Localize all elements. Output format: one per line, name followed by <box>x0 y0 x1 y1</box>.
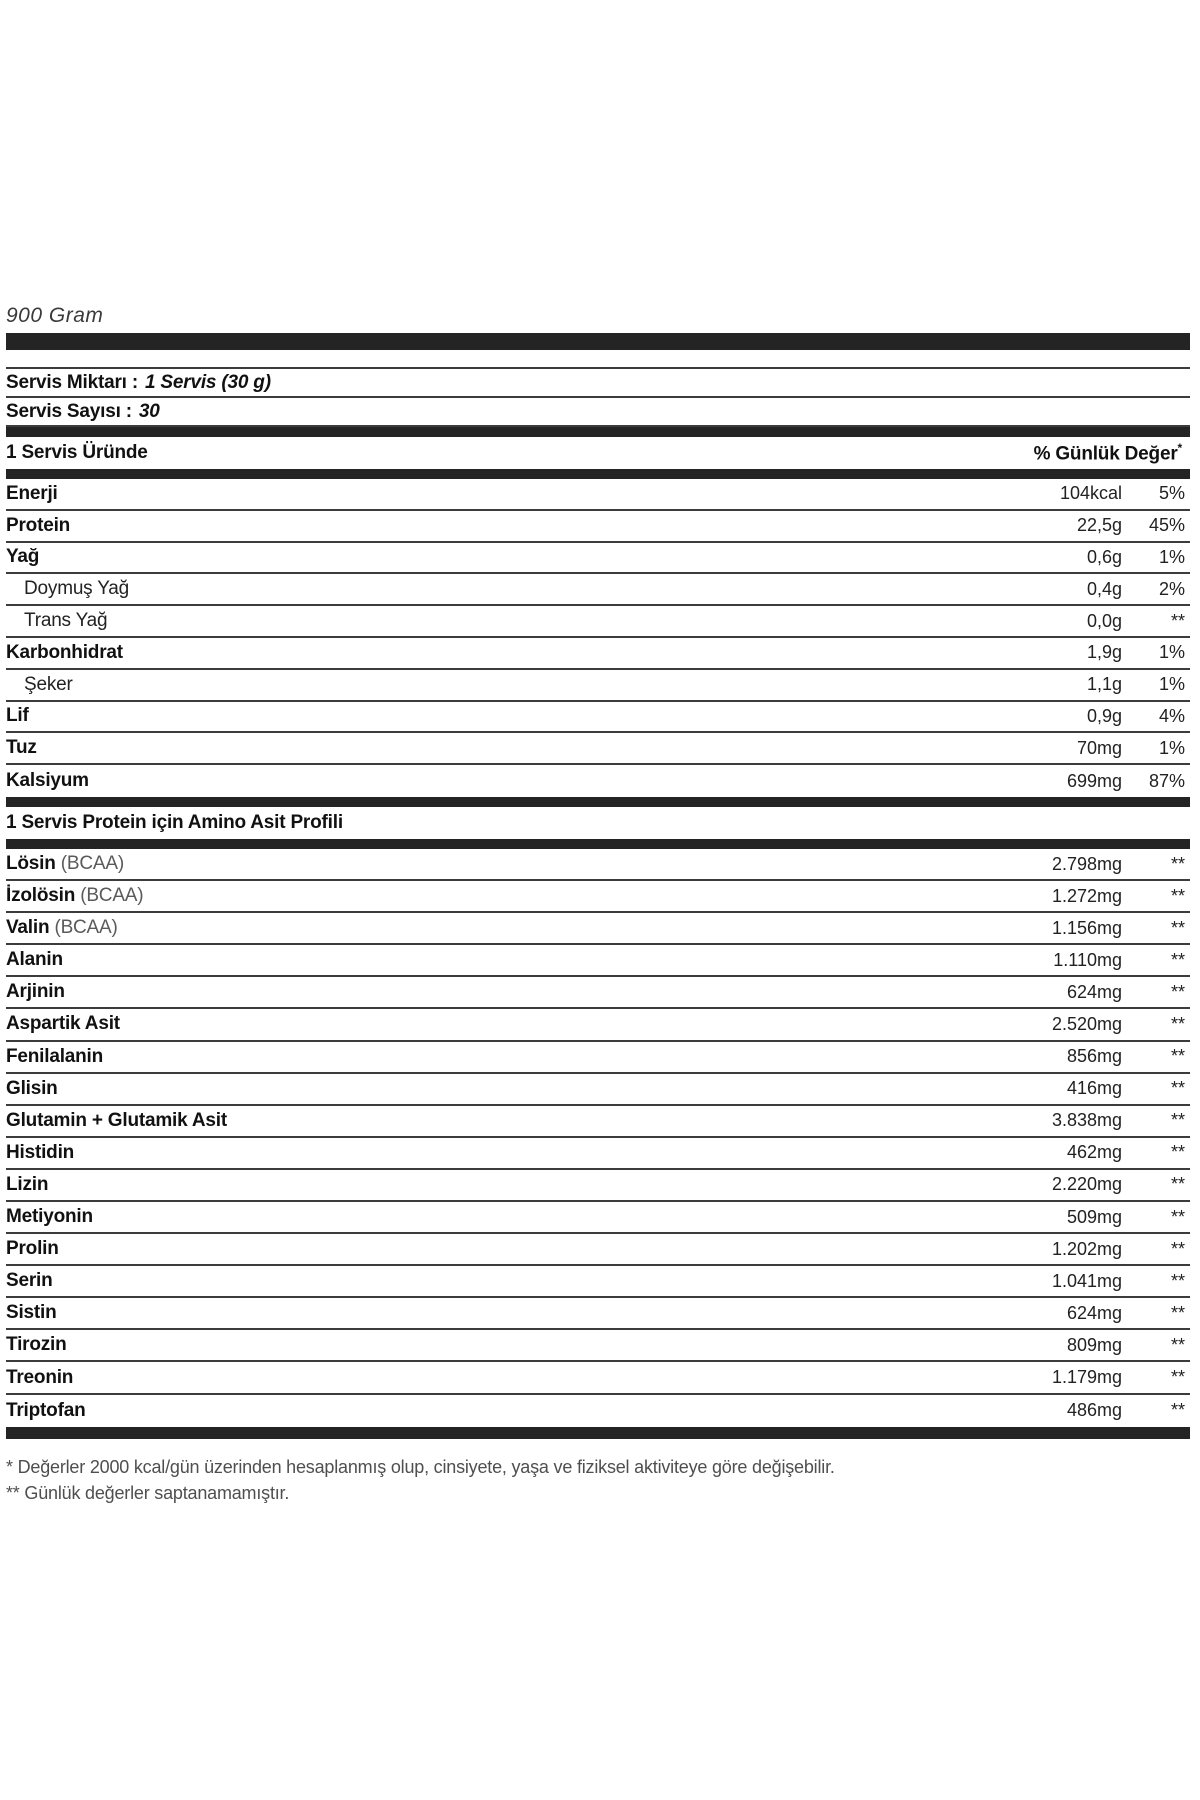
nutrient-daily-value: 87% <box>1148 770 1185 791</box>
nutrition-label <box>6 305 1190 1506</box>
nutrient-row <box>6 479 1190 511</box>
amino-daily-value: ** <box>1170 949 1185 970</box>
amino-row <box>6 1106 1190 1138</box>
amino-label: Tirozin <box>6 1334 67 1356</box>
amino-row <box>6 1395 1190 1427</box>
amino-row <box>6 1298 1190 1330</box>
amino-label: Prolin <box>6 1238 59 1260</box>
amino-label: Lösin (BCAA) <box>6 853 124 875</box>
table-header-row <box>6 437 1190 469</box>
nutrient-amount: 1,9g <box>1086 642 1122 663</box>
nutrient-label: Karbonhidrat <box>6 641 123 663</box>
nutrient-amount: 0,9g <box>1086 705 1122 726</box>
daily-value-footnote-mark: * <box>1177 440 1182 455</box>
amino-row <box>6 1362 1190 1394</box>
amino-daily-value: ** <box>1170 981 1185 1002</box>
amino-amount: 1.272mg <box>1051 885 1122 906</box>
nutrient-label: Tuz <box>6 737 37 759</box>
nutrient-amount: 0,0g <box>1086 610 1122 631</box>
nutrient-row <box>6 638 1190 670</box>
amino-daily-value: ** <box>1170 1142 1185 1163</box>
nutrient-amount: 104kcal <box>1059 483 1122 504</box>
amino-label: Triptofan <box>6 1399 86 1421</box>
nutrient-label: Şeker <box>24 673 73 695</box>
amino-row <box>6 913 1190 945</box>
nutrient-row <box>6 574 1190 606</box>
divider-bar <box>6 427 1190 437</box>
footnote-daily-values: * Değerler 2000 kcal/gün üzerinden hesaplanmış olup, cinsiyete, yaşa ve fiziksel aktiviteye göre değişebilir. <box>6 1456 835 1477</box>
product-size-label: 900 Gram <box>6 304 104 327</box>
amino-daily-value: ** <box>1170 885 1185 906</box>
nutrient-row <box>6 606 1190 638</box>
amino-label: İzolösin (BCAA) <box>6 885 144 907</box>
amino-amount: 856mg <box>1066 1046 1122 1067</box>
amino-daily-value: ** <box>1170 1367 1185 1388</box>
amino-daily-value: ** <box>1170 1013 1185 1034</box>
amino-label: Glutamin + Glutamik Asit <box>6 1109 227 1131</box>
nutrient-table <box>6 479 1190 797</box>
serving-size-value: 1 Servis (30 g) <box>144 371 271 393</box>
amino-section-header: 1 Servis Protein için Amino Asit Profili <box>6 811 343 833</box>
amino-row <box>6 1042 1190 1074</box>
nutrient-daily-value: 2% <box>1158 578 1185 599</box>
divider-bar-top <box>6 333 1190 350</box>
nutrient-label: Trans Yağ <box>24 610 108 632</box>
amino-row <box>6 1330 1190 1362</box>
nutrient-daily-value: 4% <box>1158 705 1185 726</box>
amino-daily-value: ** <box>1170 1206 1185 1227</box>
amino-amount: 1.156mg <box>1051 917 1122 938</box>
divider-bar <box>6 797 1190 807</box>
nutrient-label: Protein <box>6 514 71 536</box>
nutrient-amount: 22,5g <box>1076 515 1122 536</box>
amino-row <box>6 1202 1190 1234</box>
divider-bar <box>6 839 1190 849</box>
nutrient-label: Lif <box>6 705 29 727</box>
amino-row <box>6 1009 1190 1041</box>
nutrient-daily-value: 1% <box>1158 674 1185 695</box>
amino-amount: 2.520mg <box>1051 1013 1122 1034</box>
amino-daily-value: ** <box>1170 1400 1185 1421</box>
amino-label: Glisin <box>6 1077 58 1099</box>
nutrient-amount: 699mg <box>1066 770 1122 791</box>
nutrient-amount: 1,1g <box>1086 674 1122 695</box>
nutrient-daily-value: 45% <box>1148 515 1185 536</box>
footnote-not-established: ** Günlük değerler saptanamamıştır. <box>6 1482 290 1503</box>
amino-label: Valin (BCAA) <box>6 917 118 939</box>
nutrient-row <box>6 511 1190 543</box>
serving-size-row <box>6 369 1190 398</box>
nutrient-row <box>6 702 1190 734</box>
amino-amount: 624mg <box>1066 981 1122 1002</box>
nutrient-amount: 0,6g <box>1086 546 1122 567</box>
amino-label: Histidin <box>6 1141 75 1163</box>
amino-daily-value: ** <box>1170 853 1185 874</box>
amino-label: Metiyonin <box>6 1206 93 1228</box>
amino-amount: 1.179mg <box>1051 1367 1122 1388</box>
amino-daily-value: ** <box>1170 1302 1185 1323</box>
amino-acid-table <box>6 849 1190 1427</box>
amino-amount: 2.220mg <box>1051 1174 1122 1195</box>
amino-label: Alanin <box>6 949 63 971</box>
amino-amount: 809mg <box>1066 1334 1122 1355</box>
amino-daily-value: ** <box>1170 1270 1185 1291</box>
amino-row <box>6 1170 1190 1202</box>
amino-label: Arjinin <box>6 981 65 1003</box>
amino-daily-value: ** <box>1170 917 1185 938</box>
nutrient-daily-value: 5% <box>1158 483 1185 504</box>
amino-row <box>6 977 1190 1009</box>
amino-label: Treonin <box>6 1366 74 1388</box>
amino-row <box>6 945 1190 977</box>
nutrient-label: Kalsiyum <box>6 770 89 792</box>
serving-count-row <box>6 398 1190 427</box>
amino-amount: 1.110mg <box>1053 949 1122 970</box>
amino-row <box>6 849 1190 881</box>
amino-amount: 1.041mg <box>1051 1270 1122 1291</box>
nutrient-daily-value: 1% <box>1158 642 1185 663</box>
amino-daily-value: ** <box>1170 1110 1185 1131</box>
amino-row <box>6 1234 1190 1266</box>
table-header-left: 1 Servis Üründe <box>6 442 148 463</box>
nutrient-row <box>6 543 1190 575</box>
serving-count-value: 30 <box>138 400 160 422</box>
footnotes <box>6 1454 1190 1506</box>
amino-amount: 462mg <box>1066 1142 1122 1163</box>
amino-daily-value: ** <box>1170 1078 1185 1099</box>
divider-bar-bottom <box>6 1427 1190 1439</box>
amino-label: Aspartik Asit <box>6 1013 120 1035</box>
nutrient-label: Enerji <box>6 482 58 504</box>
amino-amount: 416mg <box>1066 1078 1122 1099</box>
nutrient-label: Doymuş Yağ <box>24 578 130 600</box>
nutrient-daily-value: 1% <box>1158 737 1185 758</box>
nutrient-label: Yağ <box>6 546 40 568</box>
nutrient-daily-value: 1% <box>1158 546 1185 567</box>
nutrient-amount: 0,4g <box>1086 578 1122 599</box>
amino-row <box>6 881 1190 913</box>
amino-daily-value: ** <box>1170 1174 1185 1195</box>
amino-amount: 624mg <box>1066 1302 1122 1323</box>
nutrient-daily-value: ** <box>1170 610 1185 631</box>
amino-row <box>6 1266 1190 1298</box>
amino-amount: 1.202mg <box>1051 1238 1122 1259</box>
amino-daily-value: ** <box>1170 1334 1185 1355</box>
amino-amount: 2.798mg <box>1051 853 1122 874</box>
amino-daily-value: ** <box>1170 1238 1185 1259</box>
nutrient-row <box>6 765 1190 797</box>
table-header-right: % Günlük Değer* <box>1033 440 1182 465</box>
divider-bar <box>6 469 1190 479</box>
nutrient-amount: 70mg <box>1076 737 1122 758</box>
amino-label: Sistin <box>6 1302 57 1324</box>
amino-daily-value: ** <box>1170 1046 1185 1067</box>
amino-label: Fenilalanin <box>6 1045 104 1067</box>
amino-label: Lizin <box>6 1173 49 1195</box>
amino-amount: 3.838mg <box>1051 1110 1122 1131</box>
serving-info-block <box>6 367 1190 427</box>
amino-amount: 509mg <box>1066 1206 1122 1227</box>
serving-size-label: Servis Miktarı : <box>6 371 138 393</box>
amino-row <box>6 1074 1190 1106</box>
amino-label: Serin <box>6 1270 53 1292</box>
serving-count-label: Servis Sayısı : <box>6 400 132 422</box>
nutrient-row <box>6 733 1190 765</box>
nutrient-row <box>6 670 1190 702</box>
amino-row <box>6 1138 1190 1170</box>
amino-amount: 486mg <box>1066 1400 1122 1421</box>
